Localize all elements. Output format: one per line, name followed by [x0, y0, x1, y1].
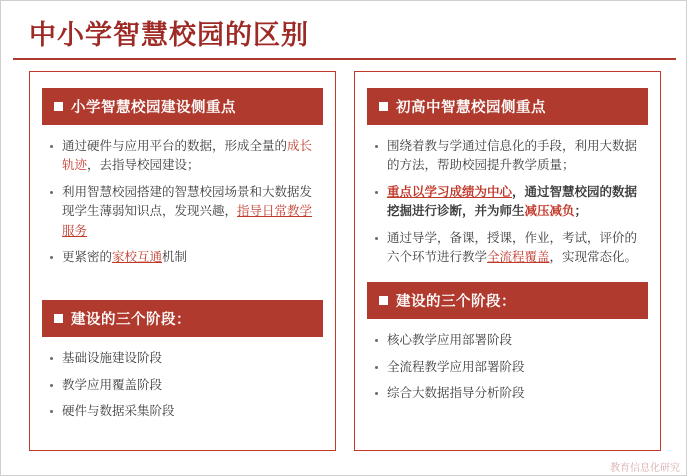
- list-item: [48, 248, 319, 267]
- stage-text: 教学应用覆盖阶段: [62, 377, 163, 392]
- primary-bullet-list: [42, 137, 323, 267]
- bullet-highlight: 全流程覆盖: [487, 249, 550, 264]
- list-item: [373, 331, 644, 350]
- content-columns: [29, 71, 661, 451]
- column-primary-school: [29, 71, 336, 451]
- column-secondary-stages-header: [367, 282, 648, 319]
- square-bullet-icon: [54, 314, 63, 323]
- list-item: [48, 402, 319, 421]
- spacer: [367, 274, 648, 282]
- bullet-highlight: 重点以学习成绩为中心: [387, 184, 513, 199]
- column-primary-stages-label: 建设的三个阶段：: [71, 312, 191, 329]
- bullet-text: 通过导学，备课，授课，作业，考试，评价的六个环节进行教学: [387, 230, 638, 264]
- list-item: [373, 358, 644, 377]
- primary-stage-list: [42, 349, 323, 421]
- bullet-text: 更紧密的: [62, 249, 113, 264]
- bullet-text: 利用智慧校园搭建的智慧校园场景和大数据发现学生薄弱知识点，发现兴趣，: [62, 184, 313, 219]
- stage-text: 综合大数据指导分析阶段: [387, 386, 525, 400]
- column-secondary-school: [354, 71, 661, 451]
- list-item: [48, 137, 319, 176]
- bullet-highlight: 指导日常教学服务: [62, 204, 313, 238]
- list-item: [373, 229, 644, 268]
- column-primary-stages-header: [42, 300, 323, 337]
- page-title: 中小学智慧校园的区别: [29, 20, 309, 50]
- bullet-highlight: 减压减负: [524, 204, 575, 219]
- square-bullet-icon: [379, 102, 388, 111]
- title-divider: [13, 58, 676, 60]
- list-item: [373, 183, 644, 222]
- secondary-bullet-list: [367, 137, 648, 267]
- list-item: [48, 349, 319, 368]
- list-item: [48, 183, 319, 241]
- bullet-text: 机制: [162, 249, 188, 264]
- square-bullet-icon: [54, 102, 63, 111]
- bullet-text: 围绕着教与学通过信息化的手段，利用大数据的方法，帮助校园提升教学质量；: [387, 139, 638, 173]
- stage-text: 全流程教学应用部署阶段: [387, 359, 525, 374]
- column-secondary-stages-label: 建设的三个阶段：: [396, 294, 516, 311]
- bullet-text: ，去指导校园建设；: [87, 158, 200, 173]
- bullet-text: ；: [574, 204, 588, 219]
- spacer: [42, 274, 323, 300]
- secondary-stage-list: [367, 331, 648, 403]
- list-item: [373, 137, 644, 176]
- watermark-text: 教育信息化研究: [610, 463, 680, 474]
- column-secondary-header: [367, 88, 648, 125]
- list-item: [373, 384, 644, 403]
- stage-text: 核心教学应用部署阶段: [387, 333, 513, 348]
- bullet-text: ，实现常态化。: [549, 249, 638, 264]
- stage-text: 硬件与数据采集阶段: [62, 404, 175, 418]
- column-primary-header-label: 小学智慧校园建设侧重点: [71, 100, 236, 116]
- bullet-highlight: 成长轨迹: [62, 139, 313, 173]
- column-primary-header: [42, 88, 323, 125]
- bullet-highlight: 家校互通: [112, 249, 163, 264]
- stage-text: 基础设施建设阶段: [62, 351, 163, 366]
- bullet-text: 通过硬件与应用平台的数据，形成全量的: [62, 139, 288, 153]
- square-bullet-icon: [379, 296, 388, 305]
- bullet-text: ，通过智慧校园的数据挖掘进行诊断，并为师生: [387, 184, 638, 219]
- list-item: [48, 376, 319, 395]
- column-secondary-header-label: 初高中智慧校园侧重点: [396, 100, 546, 116]
